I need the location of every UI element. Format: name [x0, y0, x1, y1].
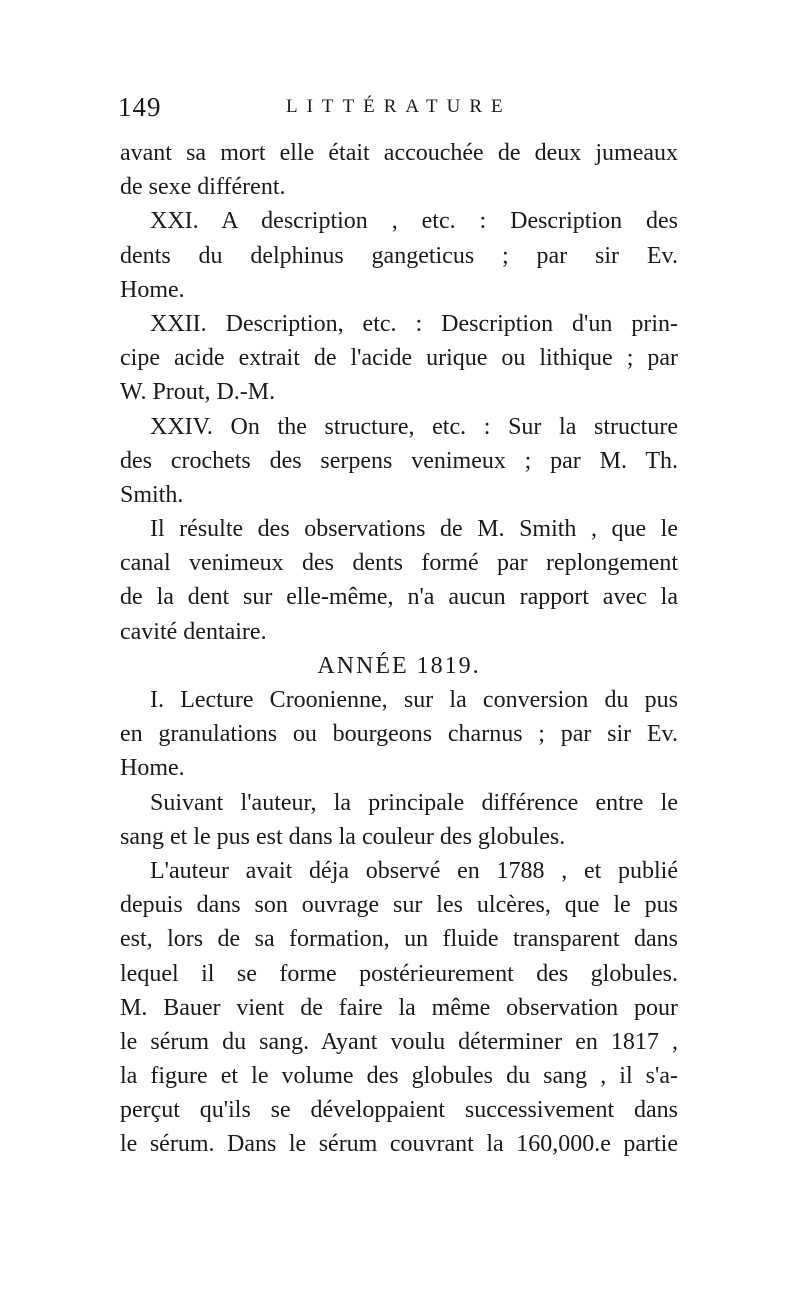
text-line: le sérum. Dans le sérum couvrant la 160,000.e partie — [120, 1131, 678, 1158]
text-line: cipe acide extrait de l'acide urique ou lithique ; par — [120, 345, 678, 372]
text-line: ANNÉE 1819. — [317, 652, 481, 679]
running-title: LITTÉRATURE — [286, 96, 512, 117]
text-line: sang et le pus est dans la couleur des globules. — [120, 823, 566, 850]
text-line: I. Lecture Croonienne, sur la conversion du pus — [150, 687, 678, 713]
text-line: XXIV. On the structure, etc. : Sur la structure — [150, 413, 678, 440]
text-line: XXII. Description, etc. : Description d'un prin- — [150, 310, 678, 337]
text-line: L'auteur avait déja observé en 1788 , et publié — [150, 857, 678, 884]
text-line: Home. — [120, 755, 185, 782]
text-line: canal venimeux des dents formé par replongement — [120, 550, 678, 577]
text-line: Smith. — [120, 481, 184, 508]
text-line: de sexe différent. — [120, 174, 286, 201]
text-line: le sérum du sang. Ayant voulu déterminer en 1817 , — [120, 1028, 678, 1055]
text-line: cavité dentaire. — [120, 618, 267, 645]
text-line: W. Prout, D.-M. — [120, 379, 276, 406]
text-line: est, lors de sa formation, un fluide transparent dans — [120, 926, 678, 953]
page-header — [118, 92, 678, 128]
text-line: lequel il se forme postérieurement des globules. — [120, 960, 678, 987]
page-number: 149 — [118, 92, 162, 122]
text-line: depuis dans son ouvrage sur les ulcères, que le pus — [120, 892, 678, 919]
text-line: XXI. A description , etc. : Description des — [150, 208, 678, 235]
text-line: Il résulte des observations de M. Smith , que le — [150, 516, 678, 543]
text-line: la figure et le volume des globules du sang , il s'a- — [120, 1063, 678, 1090]
text-line: avant sa mort elle était accouchée de deux jumeaux — [120, 140, 678, 166]
text-line: dents du delphinus gangeticus ; par sir Ev. — [120, 242, 678, 269]
text-line: en granulations ou bourgeons charnus ; par sir Ev. — [120, 721, 678, 748]
text-line: des crochets des serpens venimeux ; par M. Th. — [120, 447, 678, 474]
body-text — [120, 136, 678, 1162]
text-line: Home. — [120, 276, 185, 303]
text-line: M. Bauer vient de faire la même observation pour — [120, 994, 678, 1021]
text-line: Suivant l'auteur, la principale différence entre le — [150, 789, 678, 816]
text-line: de la dent sur elle-même, n'a aucun rapport avec la — [120, 584, 678, 611]
text-line: perçut qu'ils se développaient successivement dans — [120, 1097, 678, 1124]
